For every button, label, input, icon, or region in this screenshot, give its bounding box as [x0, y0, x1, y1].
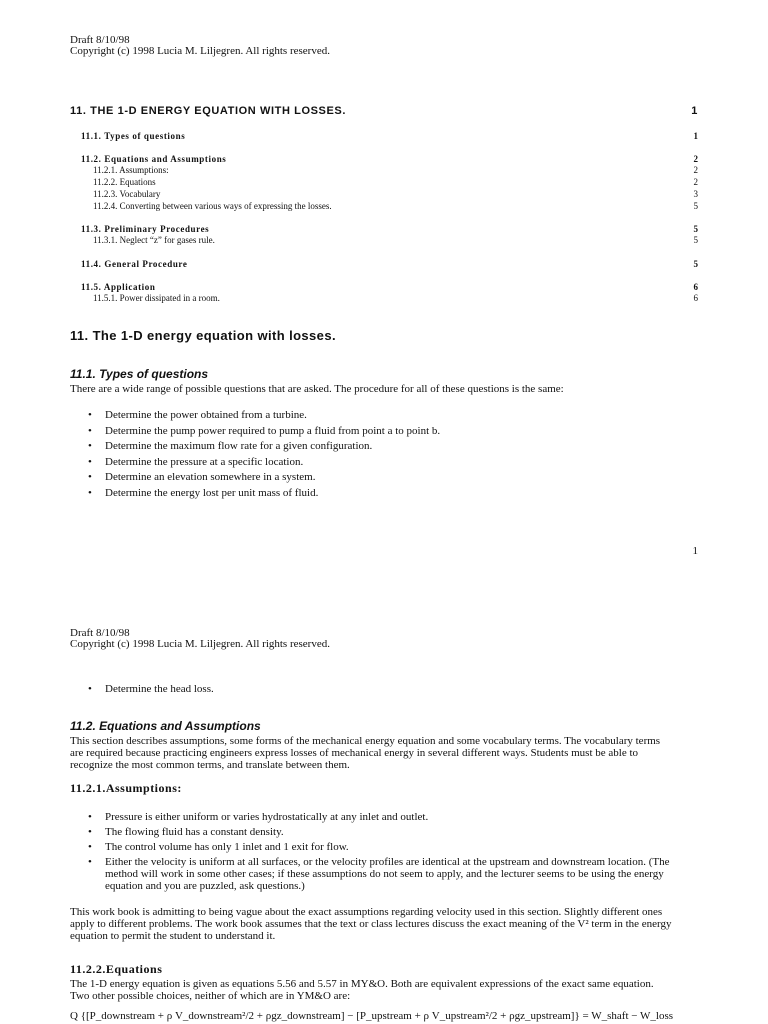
toc-entry-11-5-1[interactable]: 11.5.1. Power dissipated in a room. [93, 293, 220, 303]
toc-entry-11-2[interactable]: 11.2. Equations and Assumptions [81, 154, 227, 164]
section-paragraph [70, 735, 710, 771]
toc-entry-11-2-4[interactable]: 11.2.4. Converting between various ways of expressing the losses. [93, 201, 332, 211]
toc-page-11-2-3: 3 [693, 189, 698, 199]
subsection-heading-assumptions: 11.2.1.Assumptions: [70, 781, 182, 795]
toc-page-11-5-1: 6 [693, 293, 698, 303]
paragraph-line: This work book is admitting to being vague about the exact assumptions regarding velocity used in this section. Slightly different ones [70, 906, 663, 918]
list-item: • The control volume has only 1 inlet and 1 exit for flow. [70, 841, 710, 853]
copyright-notice: Copyright (c) 1998 Lucia M. Liljegren. All rights reserved. [70, 638, 330, 650]
list-item: • Pressure is either uniform or varies hydrostatically at any inlet and outlet. [70, 811, 710, 823]
toc-entry-11-3-1[interactable]: 11.3.1. Neglect “z” for gases rule. [93, 235, 215, 245]
list-item: • Determine the pressure at a specific location. [70, 455, 710, 471]
draft-date: Draft 8/10/98 [70, 34, 130, 46]
toc-entry-11-2-2[interactable]: 11.2.2. Equations [93, 177, 156, 187]
toc-entry-11-4[interactable]: 11.4. General Procedure [81, 259, 188, 269]
list-item: • Either the velocity is uniform at all surfaces, or the velocity profiles are identical at the upstream and downstream location. (The method will work in some other cases; if these assumptions do not seem to apply, and the lecturer seems to be using the energy equation and you are puzzled, ask questions.) [70, 856, 710, 892]
paragraph-line: apply to different problems. The work book assumes that the text or class lectures discuss the exact meaning of the V² term in the energy [70, 918, 672, 930]
draft-date: Draft 8/10/98 [70, 627, 130, 639]
toc-chapter-title[interactable]: 11. THE 1-D ENERGY EQUATION WITH LOSSES. [70, 105, 347, 117]
toc-entry-11-2-3[interactable]: 11.2.3. Vocabulary [93, 189, 161, 199]
section-heading-types: 11.1. Types of questions [70, 367, 209, 381]
continued-list [70, 682, 710, 698]
copyright-notice: Copyright (c) 1998 Lucia M. Liljegren. All rights reserved. [70, 45, 330, 57]
question-types-list [70, 408, 710, 501]
paragraph-line: equation to permit the student to understand it. [70, 930, 276, 942]
subsection-heading-equations: 11.2.2.Equations [70, 962, 163, 976]
list-item: • Determine the maximum flow rate for a given configuration. [70, 439, 710, 455]
list-item: • Determine the power obtained from a turbine. [70, 408, 710, 424]
paragraph-line: This section describes assumptions, some forms of the mechanical energy equation and some vocabulary terms. The vocabulary terms [70, 735, 661, 747]
section-heading-equations: 11.2. Equations and Assumptions [70, 719, 261, 733]
toc-entry-11-2-1[interactable]: 11.2.1. Assumptions: [93, 165, 169, 175]
workbook-note [70, 906, 710, 942]
toc-page-11-3-1: 5 [693, 235, 698, 245]
paragraph-line: Two other possible choices, neither of which are in YM&O are: [70, 990, 351, 1002]
toc-entry-11-3[interactable]: 11.3. Preliminary Procedures [81, 224, 210, 234]
toc-page-11-3: 5 [693, 224, 698, 234]
list-item: • Determine the pump power required to pump a fluid from point a to point b. [70, 424, 710, 440]
equations-intro [70, 978, 710, 1002]
list-item: • Determine an elevation somewhere in a system. [70, 470, 710, 486]
section-intro: There are a wide range of possible questions that are asked. The procedure for all of these questions is the same: [70, 383, 564, 395]
assumptions-list [70, 811, 710, 895]
page-number: 1 [692, 545, 698, 557]
paragraph-line: are required because practicing engineers express losses of mechanical energy in several different ways. Students must be able to [70, 747, 639, 759]
toc-page-11-2-4: 5 [693, 201, 698, 211]
toc-chapter-page: 1 [691, 105, 698, 117]
toc-entry-11-5[interactable]: 11.5. Application [81, 282, 156, 292]
chapter-heading: 11. The 1-D energy equation with losses. [70, 328, 336, 343]
toc-page-11-2-2: 2 [693, 177, 698, 187]
list-item: • The flowing fluid has a constant density. [70, 826, 710, 838]
toc-page-11-5: 6 [693, 282, 698, 292]
paragraph-line: The 1-D energy equation is given as equations 5.56 and 5.57 in MY&O. Both are equivalent expressions of the exact same equation. [70, 978, 654, 990]
toc-page-11-4: 5 [693, 259, 698, 269]
energy-equation: Q {[P_downstream + ρ V_downstream²/2 + ρgz_downstream] − [P_upstream + ρ V_upstream²/2 + ρgz_upstream]} = W_shaft − W_loss [70, 1010, 674, 1022]
toc-page-11-1: 1 [693, 131, 698, 141]
list-item: • Determine the head loss. [70, 682, 710, 698]
paragraph-line: recognize the most common terms, and translate between them. [70, 759, 350, 771]
toc-page-11-2: 2 [693, 154, 698, 164]
toc-entry-11-1[interactable]: 11.1. Types of questions [81, 131, 186, 141]
list-item: • Determine the energy lost per unit mass of fluid. [70, 486, 710, 502]
toc-page-11-2-1: 2 [693, 165, 698, 175]
